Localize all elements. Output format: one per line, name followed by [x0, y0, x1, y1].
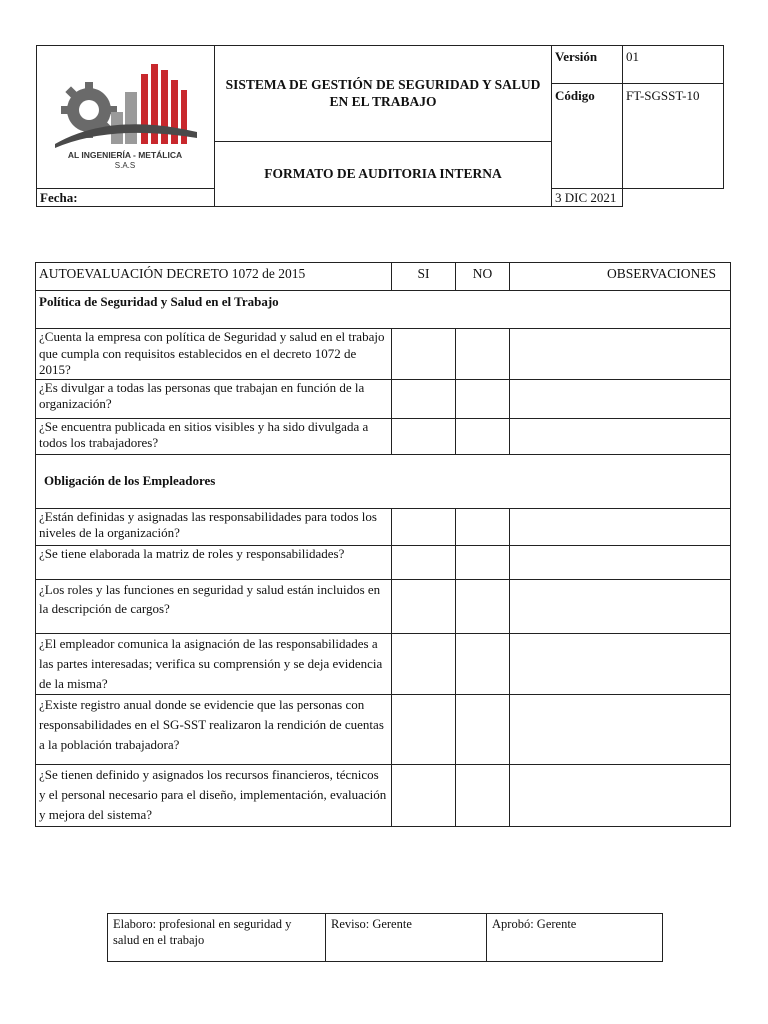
system-title: SISTEMA DE GESTIÓN DE SEGURIDAD Y SALUD EN EL TRABAJO [215, 46, 552, 142]
column-header-observaciones: OBSERVACIONES [510, 263, 731, 291]
column-header-item: AUTOEVALUACIÓN DECRETO 1072 de 2015 [36, 263, 392, 291]
document-header [36, 45, 724, 207]
section-title-politica: Política de Seguridad y Salud en el Trabajo [36, 291, 731, 329]
table-header-row [36, 263, 731, 291]
observaciones-cell[interactable] [510, 379, 731, 418]
section-row [36, 291, 731, 329]
table-row [36, 545, 731, 579]
answer-no-cell[interactable] [456, 633, 510, 694]
table-row [36, 418, 731, 454]
answer-si-cell[interactable] [392, 633, 456, 694]
question-text: ¿Se encuentra publicada en sitios visibles y ha sido divulgada a todos los trabajadores? [36, 418, 392, 454]
column-header-si: SI [392, 263, 456, 291]
form-subtitle: FORMATO DE AUDITORIA INTERNA [215, 141, 552, 207]
observaciones-cell[interactable] [510, 633, 731, 694]
answer-no-cell[interactable] [456, 418, 510, 454]
date-label: Fecha: [37, 189, 215, 207]
table-row [36, 764, 731, 826]
question-text: ¿El empleador comunica la asignación de las responsabilidades a las partes interesadas; verifica su comprensión y se deja evidencia de la misma? [36, 633, 392, 694]
answer-no-cell[interactable] [456, 545, 510, 579]
reviso-cell: Reviso: Gerente [326, 914, 487, 962]
answer-no-cell[interactable] [456, 379, 510, 418]
observaciones-cell[interactable] [510, 418, 731, 454]
question-text: ¿Se tienen definido y asignados los recursos financieros, técnicos y el personal necesario para el diseño, implementación, evaluación y mejora del sistema? [36, 764, 392, 826]
code-label: Código [552, 84, 623, 189]
observaciones-cell[interactable] [510, 764, 731, 826]
answer-si-cell[interactable] [392, 579, 456, 633]
question-text: ¿Cuenta la empresa con política de Seguridad y salud en el trabajo que cumpla con requisitos establecidos en el decreto 1072 de 2015? [36, 329, 392, 380]
answer-no-cell[interactable] [456, 694, 510, 764]
answer-si-cell[interactable] [392, 418, 456, 454]
answer-si-cell[interactable] [392, 379, 456, 418]
signature-table [107, 913, 663, 962]
question-text: ¿Se tiene elaborada la matriz de roles y responsabilidades? [36, 545, 392, 579]
answer-si-cell[interactable] [392, 545, 456, 579]
logo-text-line2: S.A.S [114, 161, 136, 170]
company-logo-cell [37, 46, 215, 189]
question-text: ¿Es divulgar a todas las personas que trabajan en función de la organización? [36, 379, 392, 418]
column-header-no: NO [456, 263, 510, 291]
answer-no-cell[interactable] [456, 579, 510, 633]
observaciones-cell[interactable] [510, 579, 731, 633]
answer-si-cell[interactable] [392, 764, 456, 826]
answer-no-cell[interactable] [456, 329, 510, 380]
table-row [36, 579, 731, 633]
observaciones-cell[interactable] [510, 329, 731, 380]
logo-text-line1: AL INGENIERÍA - METÁLICA [67, 150, 183, 160]
version-value: 01 [623, 46, 724, 84]
answer-no-cell[interactable] [456, 764, 510, 826]
table-row [36, 694, 731, 764]
code-value: FT-SGSST-10 [623, 84, 724, 189]
answer-si-cell[interactable] [392, 694, 456, 764]
elaboro-cell: Elaboro: profesional en seguridad y salud en el trabajo [108, 914, 326, 962]
table-row [36, 508, 731, 545]
answer-si-cell[interactable] [392, 329, 456, 380]
date-value: 3 DIC 2021 [552, 189, 623, 207]
section-title-obligacion: Obligación de los Empleadores [36, 454, 731, 508]
observaciones-cell[interactable] [510, 545, 731, 579]
observaciones-cell[interactable] [510, 694, 731, 764]
aprobo-cell: Aprobó: Gerente [487, 914, 663, 962]
table-row [36, 379, 731, 418]
question-text: ¿Existe registro anual donde se evidencie que las personas con responsabilidades en el SG-SST realizaron la rendición de cuentas a la población trabajadora? [36, 694, 392, 764]
answer-si-cell[interactable] [392, 508, 456, 545]
answer-no-cell[interactable] [456, 508, 510, 545]
audit-checklist-table [35, 262, 731, 827]
table-row [36, 633, 731, 694]
observaciones-cell[interactable] [510, 508, 731, 545]
version-label: Versión [552, 46, 623, 84]
table-row [36, 329, 731, 380]
question-text: ¿Están definidas y asignadas las responsabilidades para todos los niveles de la organización? [36, 508, 392, 545]
section-row [36, 454, 731, 508]
question-text: ¿Los roles y las funciones en seguridad y salud están incluidos en la descripción de cargos? [36, 579, 392, 633]
company-logo [41, 52, 209, 178]
